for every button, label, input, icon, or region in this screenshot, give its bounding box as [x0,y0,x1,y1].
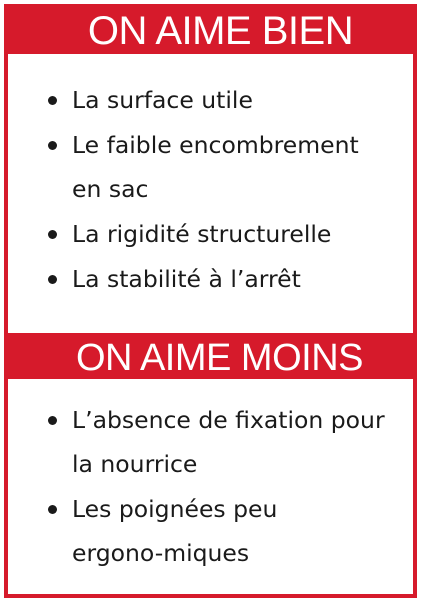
pros-item-text: Le faible encombrement en sac [72,131,359,203]
bullet-icon [48,96,57,105]
pros-list [8,78,413,302]
pros-header: ON AIME BIEN [8,8,413,54]
bullet-icon [48,416,57,425]
bullet-icon [48,141,57,150]
pros-item-text: La stabilité à l’arrêt [72,265,301,293]
cons-item-text: Les poignées peu ergono-miques [72,495,278,567]
pros-item [8,212,413,256]
bullet-icon [48,505,57,514]
pros-item [8,123,413,211]
review-summary-box [4,4,417,598]
pros-item-text: La rigidité structurelle [72,220,332,248]
pros-item [8,257,413,301]
cons-item [8,487,413,575]
bullet-icon [48,275,57,284]
cons-item [8,398,413,486]
cons-header: ON AIME MOINS [8,333,413,379]
cons-list [8,398,413,576]
bullet-icon [48,230,57,239]
pros-item [8,78,413,122]
pros-item-text: La surface utile [72,86,253,114]
cons-item-text: L’absence de fixation pour la nourrice [72,406,385,478]
